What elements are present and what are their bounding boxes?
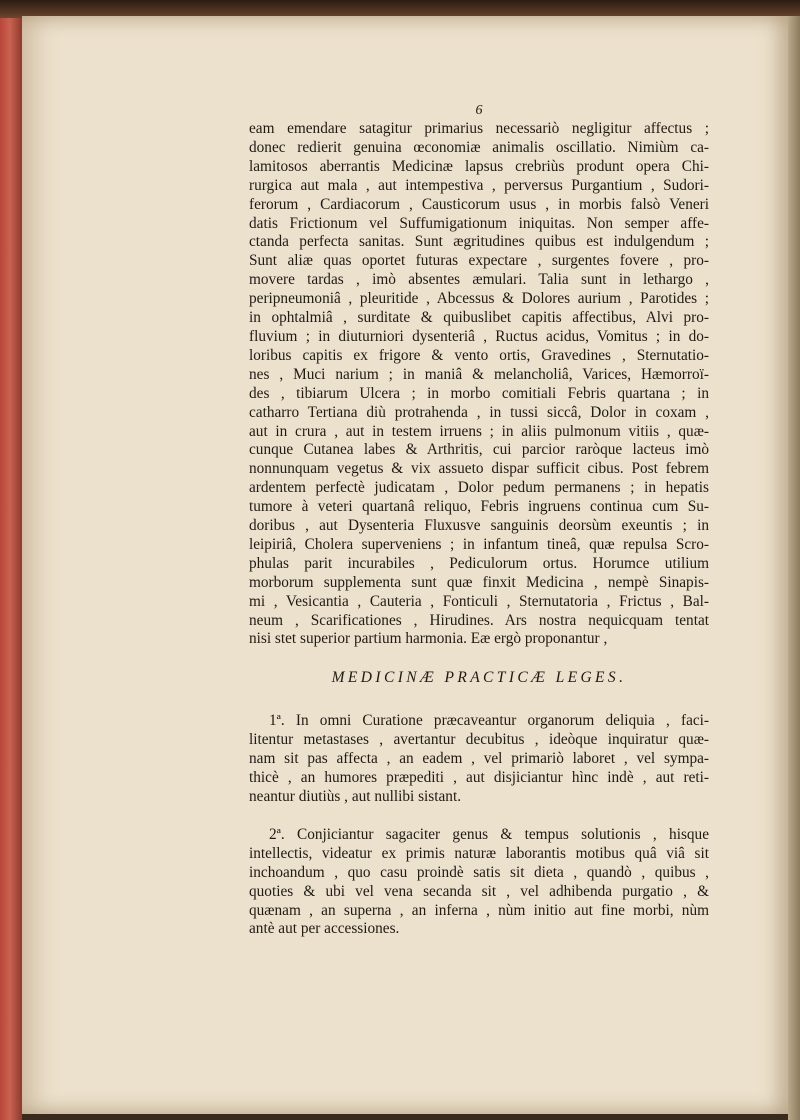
book-cover-edge [0, 18, 22, 1120]
text-line: aut in crura , aut in testem irruens ; in aliis pulmonum vitiis , quæ- [249, 422, 709, 440]
text-line: quoties & ubi vel vena secanda sit , vel adhibenda purgatio , & [249, 882, 709, 900]
text-line: donec redierit genuina œconomiæ animalis oscillatio. Nimiùm ca- [249, 138, 709, 156]
text-line: quænam , an superna , an inferna , nùm initio aut fine morbi, nùm [249, 901, 709, 919]
text-line: eam emendare satagitur primarius necessariò negligitur affectus ; [249, 120, 709, 137]
text-line: leipiriâ, Cholera superveniens ; in infantum tineâ, quæ repulsa Scro- [249, 535, 709, 553]
text-line: 2ª. Conjiciantur sagaciter genus & tempus solutionis , hisque [269, 825, 709, 843]
text-line: mi , Vesicantia , Cauteria , Fonticuli , Sternutatoria , Frictus , Bal- [249, 592, 709, 610]
text-line: des , tibiarum Ulcera ; in morbo comitiali Febris quartana ; in [249, 384, 709, 402]
text-line: doribus , aut Dysenteria Fluxusve sanguinis deorsùm exeuntis ; in [249, 517, 709, 535]
text-line: ardentem perfectè judicatam , Dolor pedum permanens ; in hepatis [249, 479, 709, 497]
text-line: tumore à veteri quartanâ reliquo, Febris ingruens continua cum Su- [249, 498, 709, 516]
page-text [249, 102, 709, 958]
text-line: nisi stet superior partium harmonia. Eæ ergò proponantur , [249, 630, 608, 648]
text-line: antè aut per accessiones. [249, 920, 400, 938]
text-line: Sunt aliæ quas oportet futuras expectare , surgentes fovere , pro- [249, 252, 709, 270]
text-line: ctanda perfecta sanitas. Sunt ægritudines quibus est indulgendum ; [249, 233, 709, 251]
body-paragraph [249, 120, 709, 649]
text-line: peripneumoniâ , pleuritide , Abcessus & Dolores aurium , Parotides ; [249, 290, 709, 308]
section-heading: MEDICINÆ PRACTICÆ LEGES. [331, 669, 627, 687]
text-line: nonnunquam vegetus & vix assueto dispar sufficit cibus. Post febrem [249, 460, 709, 478]
text-line: catharro Tertiana diù protrahenda , in tussi siccâ, Dolor in coxam , [249, 403, 709, 421]
text-line: in ophtalmiâ , surditate & quibuslibet capitis affectibus, Alvi pro- [249, 309, 709, 327]
text-line: phulas parit incurabiles , Pediculorum ortus. Horumce utilium [249, 554, 709, 572]
text-line: loribus capitis ex frigore & vento ortis, Gravedines , Sternutatio- [249, 346, 709, 364]
text-line: nes , Muci narium ; in maniâ & melancholiâ, Varices, Hæmorroï- [249, 365, 709, 383]
page-stack-edge [788, 16, 800, 1120]
text-line: neum , Scarificationes , Hirudines. Ars nostra nequicquam tentat [249, 611, 709, 629]
law-paragraph-2 [249, 826, 709, 939]
text-line: cunque Cutanea labes & Arthritis, cui parcior raròque lacteus imò [249, 441, 709, 459]
text-line: neantur diutiùs , aut nullibi sistant. [249, 788, 462, 805]
text-line: movere tardas , imò absentes æmulari. Talia sunt in lethargo , [249, 271, 709, 289]
law-paragraph-1 [249, 712, 709, 807]
text-line: datis Frictionum vel Suffumigationum iniquitas. Non semper affe- [249, 214, 709, 232]
text-line: lamitosos aberrantis Medicinæ lapsus crebriùs produnt opera Chi- [249, 157, 709, 175]
text-line: 1ª. In omni Curatione præcaveantur organorum deliquia , faci- [269, 712, 709, 730]
text-line: litentur metastases , avertantur decubitus , ideòque inquiratur quæ- [249, 731, 709, 749]
text-line: nam sit pas affecta , an eadem , vel primariò laboret , vel sympa- [249, 750, 709, 768]
page-number: 6 [475, 103, 483, 118]
text-line: ferorum , Cardiacorum , Causticorum usus , in morbis falsò Veneri [249, 195, 709, 213]
text-line: rurgica aut mala , aut intempestiva , perversus Purgantium , Sudori- [249, 176, 709, 194]
text-line: inchoandum , quo casu proindè satis sit dieta , quandò , quibus , [249, 863, 709, 881]
text-line: thicè , an humores præpediti , aut disjiciantur hìnc indè , aut reti- [249, 769, 709, 787]
text-line: fluvium ; in diuturniori dysenteriâ , Ructus acidus, Vomitus ; in do- [249, 327, 709, 345]
text-line: intellectis, videatur ex primis naturæ laborantis motibus quâ viâ sit [249, 844, 709, 862]
text-line: morborum supplementa sunt quæ finxit Medicina , nempè Sinapis- [249, 573, 709, 591]
